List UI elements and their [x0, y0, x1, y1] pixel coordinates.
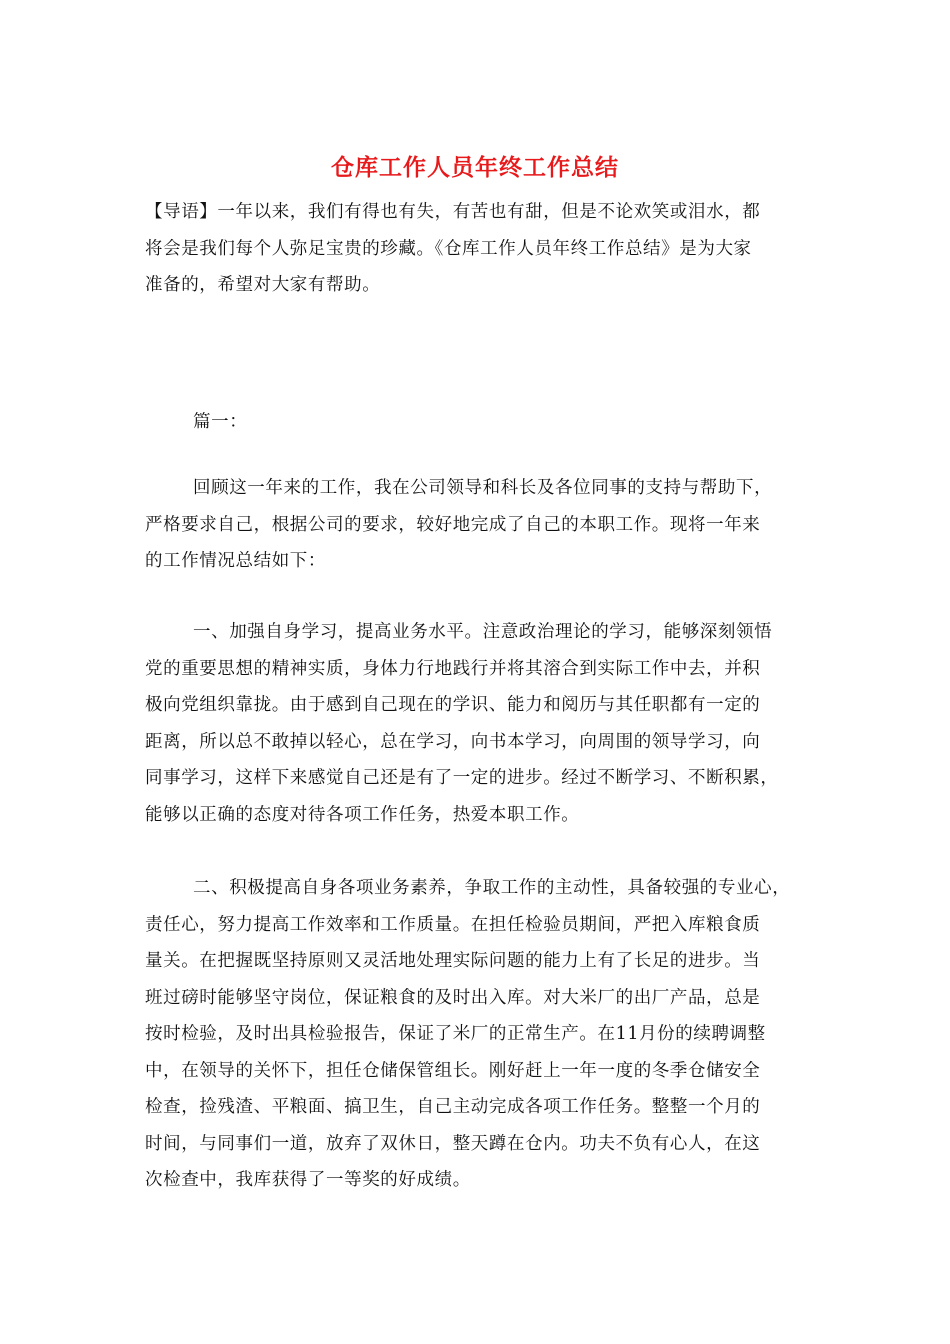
intro-line: 【导语】一年以来，我们有得也有失，有苦也有甜，但是不论欢笑或泪水，都	[145, 202, 761, 222]
body-paragraph-2	[145, 614, 810, 833]
paragraph-line: 班过磅时能够坚守岗位，保证粮食的及时出入库。对大米厂的出厂产品，总是	[145, 987, 761, 1008]
intro-line: 准备的，希望对大家有帮助。	[145, 275, 381, 295]
body-paragraph-1	[145, 470, 810, 580]
paragraph-line: 按时检验，及时出具检验报告，保证了米厂的正常生产。在11月份的续聘调整	[145, 1024, 766, 1044]
intro-line: 将会是我们每个人弥足宝贵的珍藏。《仓库工作人员年终工作总结》是为大家	[145, 238, 752, 259]
paragraph-line: 量关。在把握既坚持原则又灵活地处理实际问题的能力上有了长足的进步。当	[145, 951, 761, 971]
paragraph-line: 党的重要思想的精神实质，身体力行地践行并将其溶合到实际工作中去，并积	[145, 658, 761, 679]
intro-paragraph	[145, 194, 810, 304]
document-title: 仓库工作人员年终工作总结	[331, 154, 619, 181]
paragraph-line: 严格要求自己，根据公司的要求，较好地完成了自己的本职工作。现将一年来	[145, 514, 761, 535]
paragraph-line: 检查，捡残渣、平粮面、搞卫生，自己主动完成各项工作任务。整整一个月的	[145, 1097, 761, 1117]
paragraph-line: 同事学习，这样下来感觉自己还是有了一定的进步。经过不断学习、不断积累，	[145, 768, 779, 788]
paragraph-line: 责任心，努力提高工作效率和工作质量。在担任检验员期间，严把入库粮食质	[145, 914, 761, 935]
paragraph-line: 中，在领导的关怀下，担任仓储保管组长。刚好赶上一年一度的冬季仓储安全	[145, 1060, 761, 1081]
paragraph-line: 次检查中，我库获得了一等奖的好成绩。	[145, 1170, 471, 1190]
paragraph-line: 距离，所以总不敢掉以轻心，总在学习，向书本学习，向周围的领导学习，向	[145, 731, 761, 752]
paragraph-line: 时间，与同事们一道，放弃了双休日，整天蹲在仓内。功夫不负有心人，在这	[145, 1133, 761, 1154]
paragraph-line: 极向党组织靠拢。由于感到自己现在的学识、能力和阅历与其任职都有一定的	[145, 695, 761, 715]
paragraph-line: 二、积极提高自身各项业务素养，争取工作的主动性，具备较强的专业心，	[193, 878, 791, 898]
body-paragraph-3	[145, 870, 810, 1199]
paragraph-line: 能够以正确的态度对待各项工作任务，热爱本职工作。	[145, 804, 580, 825]
paragraph-line: 一、加强自身学习，提高业务水平。注意政治理论的学习，能够深刻领悟	[193, 622, 773, 642]
paragraph-line: 回顾这一年来的工作，我在公司领导和科长及各位同事的支持与帮助下，	[193, 478, 773, 498]
section-heading: 篇一：	[193, 412, 248, 432]
section-heading-paragraph	[145, 404, 810, 441]
paragraph-line: 的工作情况总结如下：	[145, 551, 326, 571]
